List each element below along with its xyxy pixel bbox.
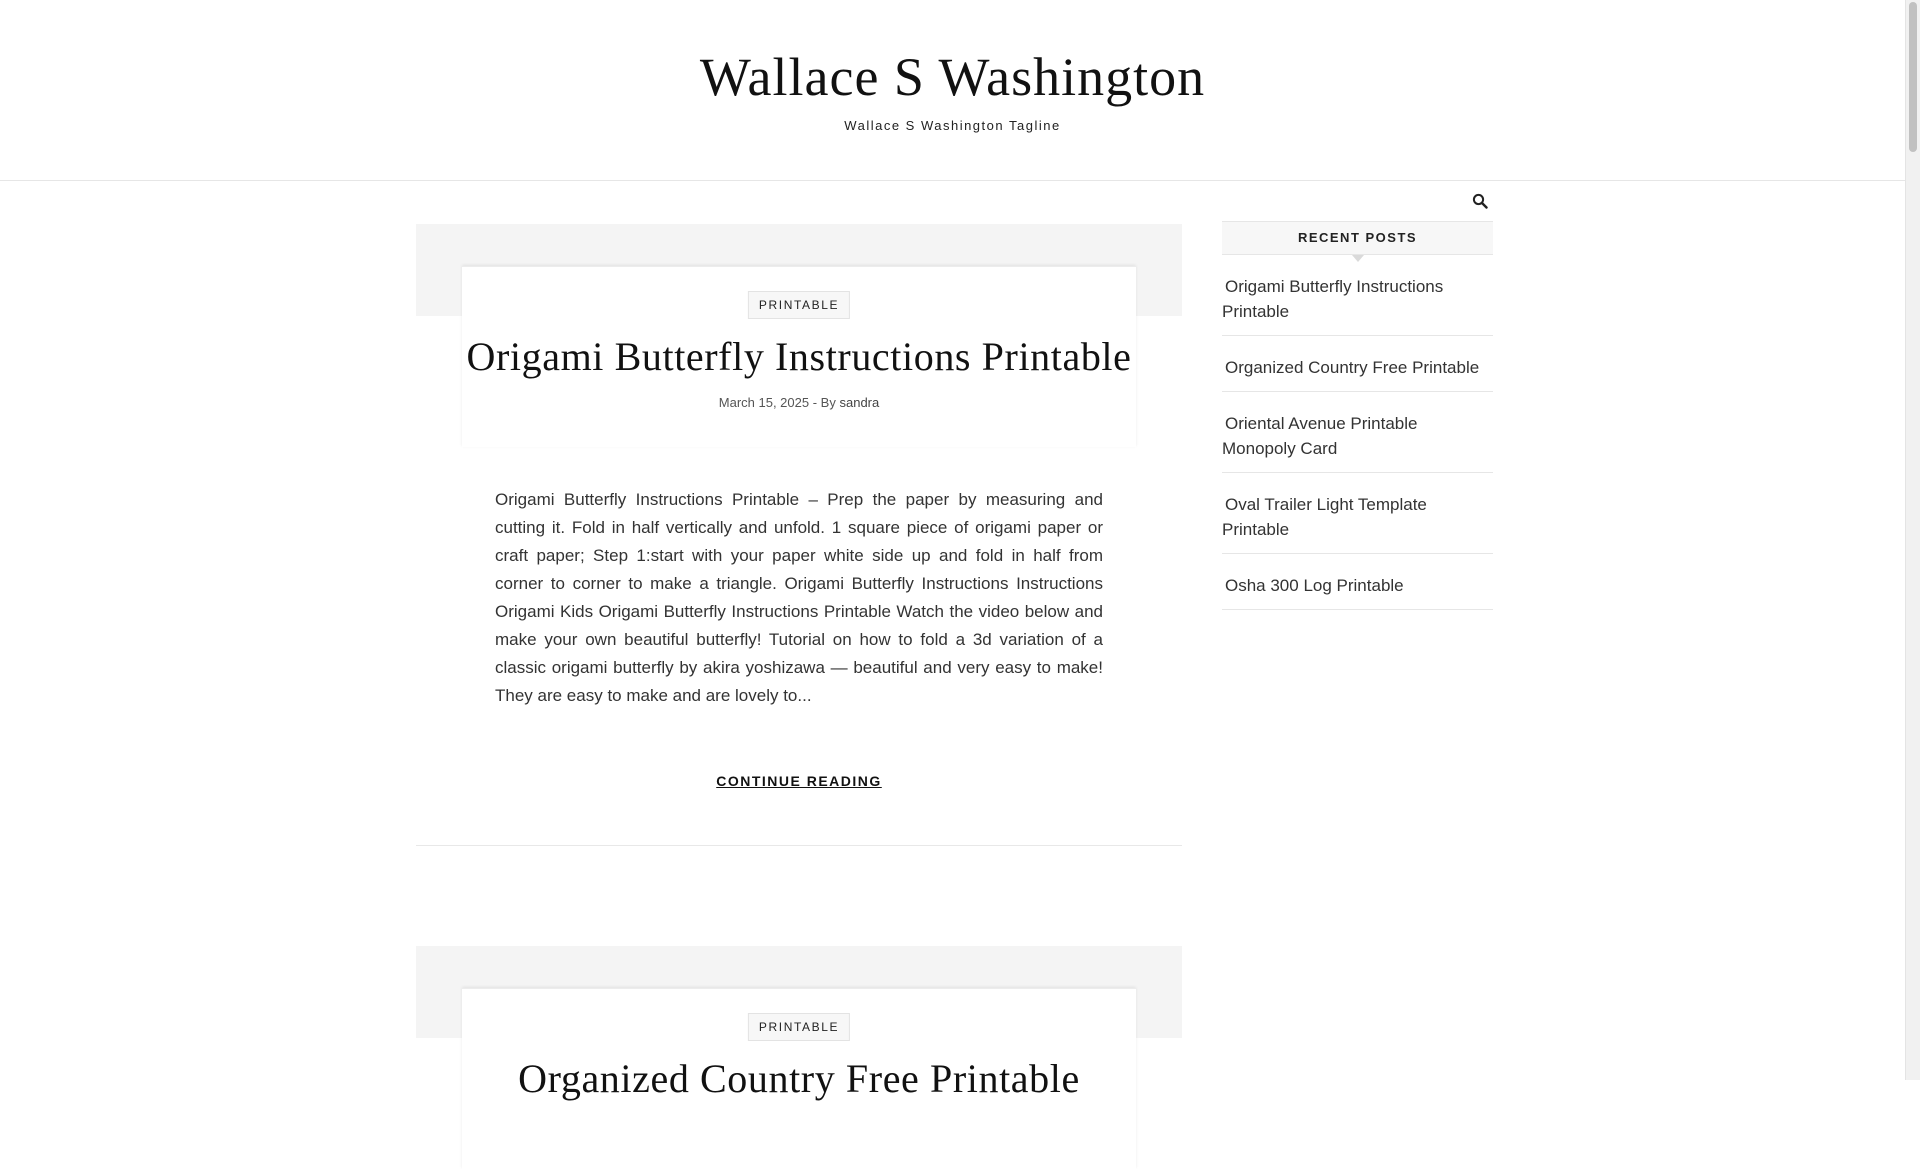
post-title[interactable]: Organized Country Free Printable <box>518 1056 1080 1101</box>
widget-title-text: RECENT POSTS <box>1297 230 1418 245</box>
sidebar <box>1222 221 1493 610</box>
page-scrollbar[interactable] <box>1905 0 1920 1080</box>
site-tagline: Wallace S Washington Tagline <box>844 118 1061 133</box>
recent-post-link[interactable]: Oval Trailer Light Template Printable <box>1222 473 1493 554</box>
search-icon[interactable] <box>1472 193 1488 209</box>
byline-prefix: - By <box>812 395 836 410</box>
post-header-card <box>462 988 1136 1169</box>
category-badge[interactable]: PRINTABLE <box>748 1013 850 1041</box>
site-title[interactable]: Wallace S Washington <box>699 47 1206 107</box>
post-meta <box>462 395 1136 410</box>
category-badge[interactable]: PRINTABLE <box>748 291 850 319</box>
site-header <box>0 0 1905 181</box>
post-date[interactable]: March 15, 2025 <box>718 395 810 410</box>
scrollbar-thumb[interactable] <box>1909 2 1917 152</box>
recent-post-link[interactable]: Organized Country Free Printable <box>1222 336 1493 392</box>
caret-down-icon <box>1352 255 1364 262</box>
post-header-card <box>462 266 1136 447</box>
post-title[interactable]: Origami Butterfly Instructions Printable <box>466 334 1132 379</box>
recent-posts-list <box>1222 255 1493 610</box>
continue-reading-link[interactable]: CONTINUE READING <box>716 773 882 789</box>
post-author[interactable]: sandra <box>839 395 880 410</box>
recent-post-link[interactable]: Osha 300 Log Printable <box>1222 554 1493 610</box>
post-excerpt: Origami Butterfly Instructions Printable – Prep the paper by measuring and cutting it. Fold in half vertically and unfold. 1 square piece of origami paper or craft paper; Step 1:start with your paper white side up and fold in half from corner to corner to make a triangle. Origami Butterfly Instructions Instructions Origami Kids Origami Butterfly Instructions Printable Watch the video below and make your own beautiful butterfly! Tutorial on how to fold a 3d variation of a classic origami butterfly by akira yoshizawa — beautiful and very easy to make! They are easy to make and are lovely to... <box>495 490 1103 705</box>
recent-posts-heading <box>1222 221 1493 255</box>
recent-post-link[interactable]: Origami Butterfly Instructions Printable <box>1222 255 1493 336</box>
recent-post-link[interactable]: Oriental Avenue Printable Monopoly Card <box>1222 392 1493 473</box>
post-divider <box>416 845 1182 846</box>
